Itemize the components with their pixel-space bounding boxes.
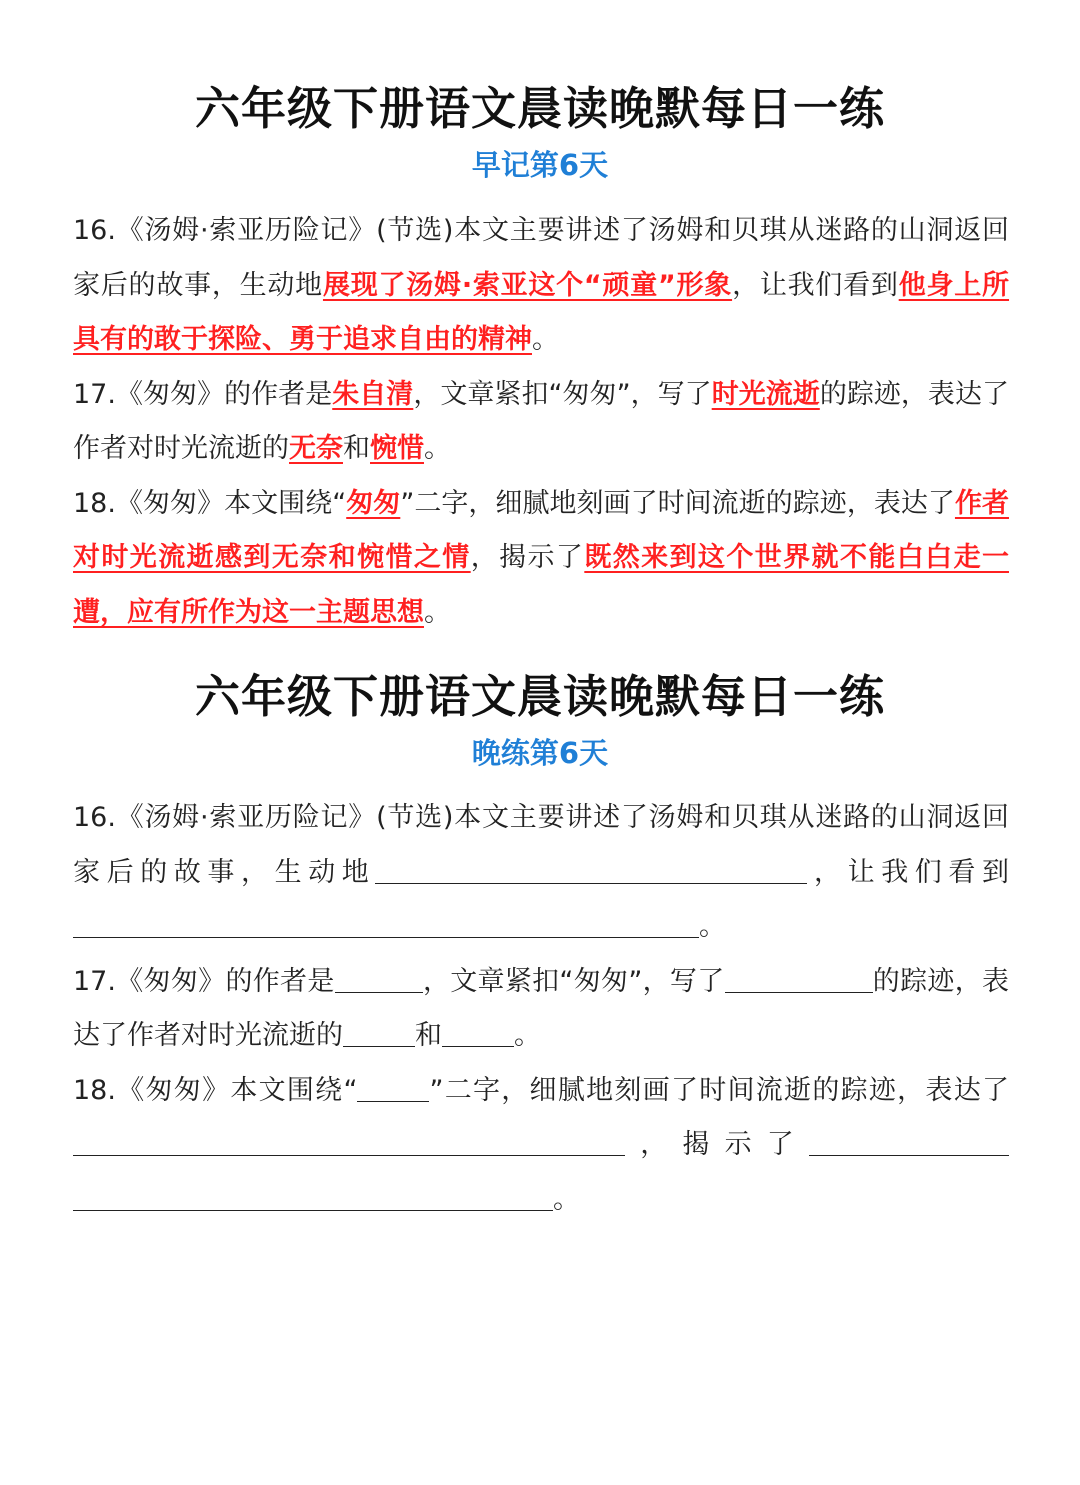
answer-blank[interactable] <box>73 1119 625 1156</box>
answer-text: 匆匆 <box>346 487 401 519</box>
question-text: ，让我们看到 <box>732 269 899 301</box>
morning-questions <box>73 204 1009 640</box>
question-number: 17. <box>73 378 116 410</box>
question-text: 《匆匆》的作者是 <box>115 965 335 997</box>
morning-subtitle: 早记第6天 <box>471 148 609 182</box>
answer-blank[interactable] <box>809 1119 1009 1156</box>
question-text: 和 <box>415 1020 442 1051</box>
answer-text: 作者对时光流逝感到无奈和惋惜之情 <box>73 487 1009 573</box>
question-number: 16. <box>73 215 116 246</box>
answer-text: 无奈 <box>289 433 343 464</box>
answer-blank[interactable] <box>73 901 699 938</box>
answer-blank[interactable] <box>375 847 807 884</box>
question-number: 17. <box>73 965 116 997</box>
question-text: ”二字，细腻地刻画了时间流逝的踪迹，表达了 <box>400 487 955 519</box>
question-text: 。 <box>424 433 451 464</box>
evening-questions <box>73 791 1009 1227</box>
evening-question-18 <box>73 1064 1009 1228</box>
question-text: 和 <box>343 433 370 464</box>
answer-text: 展现了汤姆·索亚这个“顽童”形象 <box>322 269 733 301</box>
morning-title: 六年级下册语文晨读晚默每日一练 <box>194 82 885 135</box>
question-text: ，揭示了 <box>625 1129 809 1160</box>
answer-text: 时光流逝 <box>711 378 820 410</box>
question-number: 18. <box>73 1074 116 1106</box>
answer-text: 惋惜 <box>370 433 424 464</box>
question-text: ，文章紧扣“匆匆”，写了 <box>413 378 712 410</box>
morning-question-16 <box>73 204 1009 368</box>
question-text: 。 <box>514 1020 541 1051</box>
answer-text: 朱自清 <box>332 378 414 410</box>
answer-text: 他身上所具有的敢于探险、勇于追求自由的精神 <box>73 269 1010 355</box>
answer-blank[interactable] <box>725 956 873 993</box>
question-text: 的踪迹，表达了作者对时光流逝的 <box>73 378 1009 464</box>
morning-question-18 <box>73 477 1009 641</box>
question-text: ”二字，细腻地刻画了时间流逝的踪迹，表达了 <box>429 1074 1009 1106</box>
question-text: 《匆匆》本文围绕“ <box>115 1074 358 1106</box>
question-text: ，揭示了 <box>470 542 585 573</box>
question-text: 《匆匆》的作者是 <box>115 378 333 410</box>
question-text: 《匆匆》本文围绕“ <box>115 487 347 519</box>
answer-blank[interactable] <box>343 1010 415 1047</box>
answer-blank[interactable] <box>442 1010 514 1047</box>
question-text: 。 <box>553 1183 580 1215</box>
question-text: 。 <box>424 596 451 628</box>
evening-question-17 <box>73 955 1009 1064</box>
question-text: 的踪迹，表达了作者对时光流逝的 <box>73 965 1009 1051</box>
evening-question-16 <box>73 791 1009 955</box>
answer-text: 既然来到这个世界就不能白白走一遭，应有所作为这一主题思想 <box>73 542 1009 628</box>
answer-blank[interactable] <box>73 1174 553 1211</box>
evening-title: 六年级下册语文晨读晚默每日一练 <box>194 670 885 723</box>
question-number: 18. <box>73 487 116 519</box>
question-text: 。 <box>699 911 726 942</box>
question-number: 16. <box>73 802 116 833</box>
answer-blank[interactable] <box>335 956 423 993</box>
question-text: 。 <box>532 324 559 355</box>
question-text: 《汤姆·索亚历险记》(节选)本文主要讲述了汤姆和贝琪从迷路的山洞返回家后的故事，生动地 <box>73 215 1009 301</box>
question-text: ，文章紧扣“匆匆”，写了 <box>422 965 725 997</box>
question-text: 《汤姆·索亚历险记》(节选)本文主要讲述了汤姆和贝琪从迷路的山洞返回家后的故事，生动地 <box>73 802 1009 888</box>
answer-blank[interactable] <box>357 1065 429 1102</box>
question-text: ，让我们看到 <box>807 856 1010 888</box>
evening-subtitle: 晚练第6天 <box>471 736 609 770</box>
morning-question-17 <box>73 368 1009 477</box>
